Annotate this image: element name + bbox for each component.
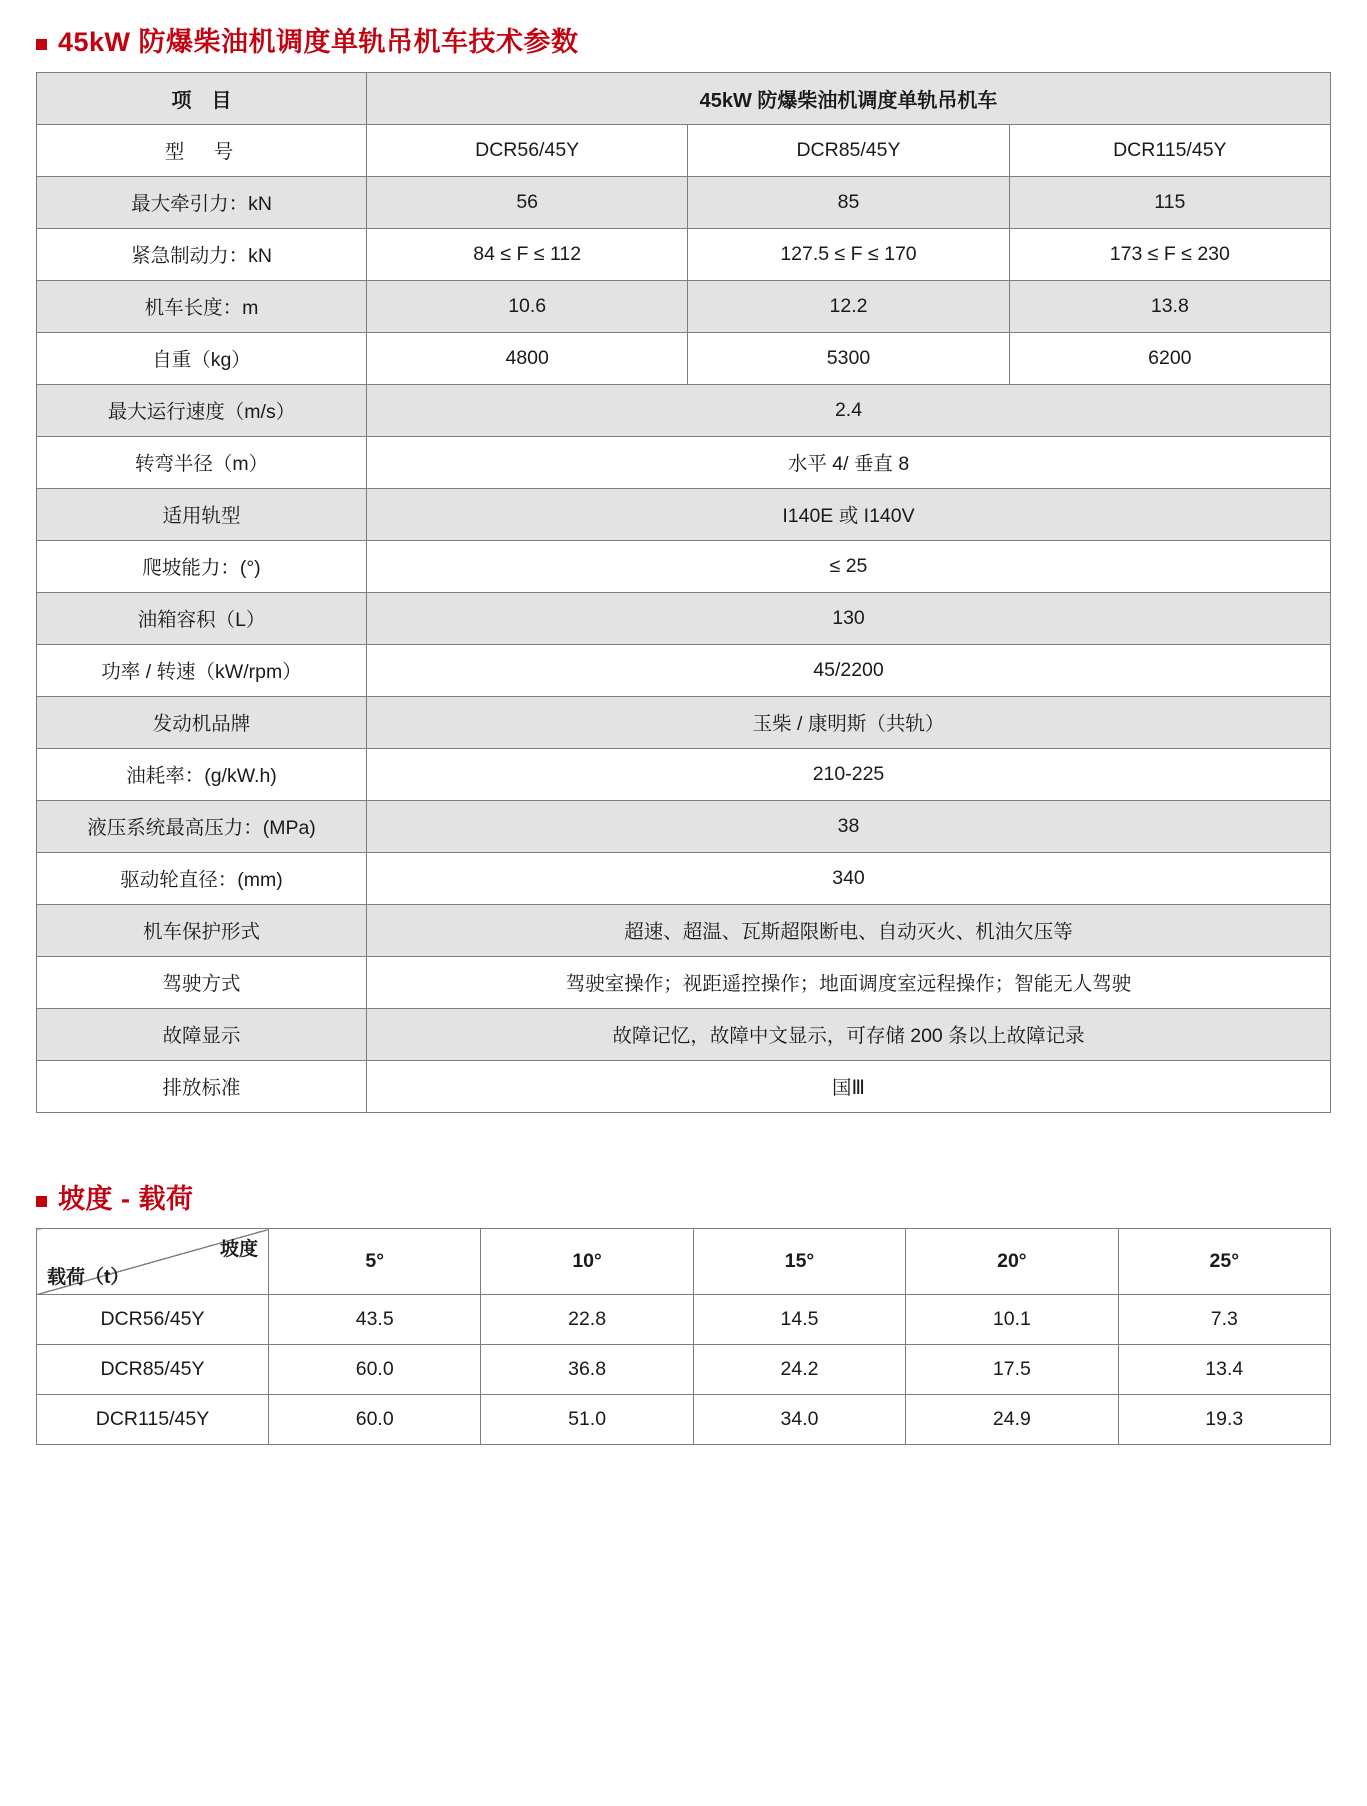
row-label: 油耗率：(g/kW.h) [37,748,367,800]
table-row [37,488,1331,540]
load-value: 17.5 [906,1345,1118,1395]
row-value: 127.5 ≤ F ≤ 170 [688,228,1009,280]
row-value: 驾驶室操作；视距遥控操作；地面调度室远程操作；智能无人驾驶 [367,956,1331,1008]
table-row [37,280,1331,332]
table-row [37,1295,1331,1345]
corner-top-label: 坡度 [219,1239,258,1261]
table-row [37,904,1331,956]
table-row [37,436,1331,488]
row-label: 机车保护形式 [37,904,367,956]
table-header-row [37,1229,1331,1295]
load-value: 51.0 [481,1395,693,1445]
row-label: 最大运行速度（m/s） [37,384,367,436]
section-spacer [36,1113,1331,1175]
row-label: 自重（kg） [37,332,367,384]
row-value: ≤ 25 [367,540,1331,592]
table-row [37,124,1331,176]
table-row [37,800,1331,852]
table-row [37,1395,1331,1445]
row-value: DCR85/45Y [688,124,1009,176]
grade-heading-text: 坡度 - 载荷 [58,1183,194,1214]
row-label: 发动机品牌 [37,696,367,748]
row-value: 340 [367,852,1331,904]
load-value: 43.5 [269,1295,481,1345]
row-value: 38 [367,800,1331,852]
table-row [37,540,1331,592]
spec-section-heading [36,28,1331,58]
table-row [37,1008,1331,1060]
header-product-label: 45kW 防爆柴油机调度单轨吊机车 [367,72,1331,124]
corner-bottom-label: 载荷（t） [47,1267,130,1289]
table-row [37,384,1331,436]
row-value: 玉柴 / 康明斯（共轨） [367,696,1331,748]
row-value: 13.8 [1009,280,1330,332]
row-value: 故障记忆，故障中文显示，可存储 200 条以上故障记录 [367,1008,1331,1060]
table-row [37,1345,1331,1395]
angle-header: 5° [269,1229,481,1295]
table-row [37,228,1331,280]
load-value: 60.0 [269,1345,481,1395]
model-label: DCR115/45Y [37,1395,269,1445]
square-bullet-icon [36,39,47,50]
table-row [37,1060,1331,1112]
angle-header: 10° [481,1229,693,1295]
row-label: 故障显示 [37,1008,367,1060]
row-label: 紧急制动力：kN [37,228,367,280]
row-value: 6200 [1009,332,1330,384]
row-value: DCR56/45Y [367,124,688,176]
square-bullet-icon [36,1196,47,1207]
row-label: 型 号 [37,124,367,176]
load-value: 10.1 [906,1295,1118,1345]
table-row [37,696,1331,748]
row-value: 10.6 [367,280,688,332]
spec-table [36,72,1331,1113]
row-value: 45/2200 [367,644,1331,696]
grade-load-table [36,1228,1331,1445]
model-label: DCR56/45Y [37,1295,269,1345]
row-value: 115 [1009,176,1330,228]
row-value: 5300 [688,332,1009,384]
table-row [37,748,1331,800]
load-value: 19.3 [1118,1395,1330,1445]
load-value: 13.4 [1118,1345,1330,1395]
row-label: 适用轨型 [37,488,367,540]
load-value: 36.8 [481,1345,693,1395]
row-value: 85 [688,176,1009,228]
angle-header: 20° [906,1229,1118,1295]
load-value: 60.0 [269,1395,481,1445]
table-row [37,852,1331,904]
row-value: DCR115/45Y [1009,124,1330,176]
row-value: 12.2 [688,280,1009,332]
row-value: I140E 或 I140V [367,488,1331,540]
row-label: 油箱容积（L） [37,592,367,644]
table-header-row [37,72,1331,124]
header-item-label: 项 目 [37,72,367,124]
diagonal-header-cell [37,1229,269,1295]
load-value: 7.3 [1118,1295,1330,1345]
grade-section-heading [36,1185,1331,1215]
table-row [37,332,1331,384]
row-value: 超速、超温、瓦斯超限断电、自动灭火、机油欠压等 [367,904,1331,956]
load-value: 34.0 [693,1395,905,1445]
row-value: 210-225 [367,748,1331,800]
row-label: 功率 / 转速（kW/rpm） [37,644,367,696]
table-row [37,956,1331,1008]
row-label: 机车长度：m [37,280,367,332]
load-value: 24.2 [693,1345,905,1395]
row-value: 国Ⅲ [367,1060,1331,1112]
table-row [37,644,1331,696]
angle-header: 15° [693,1229,905,1295]
row-label: 转弯半径（m） [37,436,367,488]
row-label: 驱动轮直径：(mm) [37,852,367,904]
row-value: 130 [367,592,1331,644]
row-value: 84 ≤ F ≤ 112 [367,228,688,280]
row-label: 排放标准 [37,1060,367,1112]
angle-header: 25° [1118,1229,1330,1295]
load-value: 24.9 [906,1395,1118,1445]
row-label: 爬坡能力：(°) [37,540,367,592]
load-value: 14.5 [693,1295,905,1345]
row-label: 驾驶方式 [37,956,367,1008]
row-value: 173 ≤ F ≤ 230 [1009,228,1330,280]
row-value: 2.4 [367,384,1331,436]
table-row [37,592,1331,644]
model-label: DCR85/45Y [37,1345,269,1395]
row-value: 4800 [367,332,688,384]
table-row [37,176,1331,228]
row-value: 水平 4/ 垂直 8 [367,436,1331,488]
row-label: 最大牵引力：kN [37,176,367,228]
load-value: 22.8 [481,1295,693,1345]
row-label: 液压系统最高压力：(MPa) [37,800,367,852]
spec-heading-text: 45kW 防爆柴油机调度单轨吊机车技术参数 [58,27,579,57]
row-value: 56 [367,176,688,228]
